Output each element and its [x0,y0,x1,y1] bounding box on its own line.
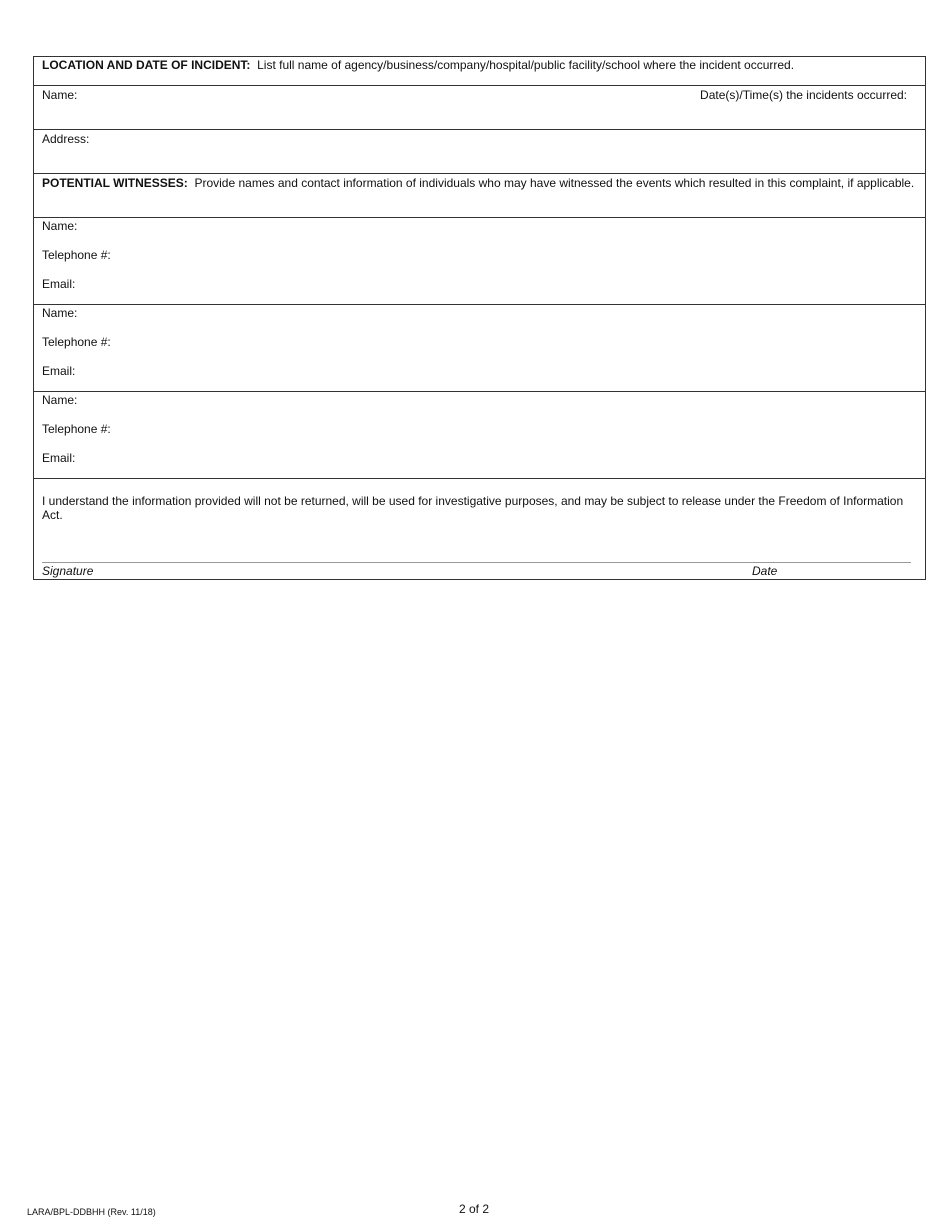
witness-email-label: Email: [42,451,76,465]
complaint-form [33,56,926,580]
signature-line[interactable] [42,562,911,563]
witnesses-instruction: Provide names and contact information of individuals who may have witnessed the events which resulted in this complaint, if applicable. [194,176,915,190]
location-heading: LOCATION AND DATE OF INCIDENT: [42,58,251,72]
form-id: LARA/BPL-DDBHH (Rev. 11/18) [27,1207,156,1217]
witness-name-field[interactable] [42,393,917,422]
witnesses-heading: POTENTIAL WITNESSES: [42,176,188,190]
witness-email-label: Email: [42,364,76,378]
witness-email-field[interactable] [42,364,917,393]
witness-telephone-label: Telephone #: [42,248,111,262]
witness-block-3 [34,392,925,479]
witness-email-label: Email: [42,277,76,291]
witness-telephone-field[interactable] [42,248,917,277]
acknowledgement-section [34,479,925,579]
witness-block-1 [34,218,925,305]
page-number: 2 of 2 [459,1202,490,1216]
witness-block-2 [34,305,925,392]
witness-name-field[interactable] [42,306,917,335]
incident-name-label: Name: [42,88,78,102]
incident-address-label: Address: [42,132,90,146]
witness-name-label: Name: [42,219,78,233]
witness-telephone-label: Telephone #: [42,422,111,436]
witness-name-label: Name: [42,306,78,320]
signature-label: Signature [42,564,94,578]
witnesses-section-header [34,174,925,218]
incident-address-field[interactable] [34,130,925,174]
witness-telephone-field[interactable] [42,335,917,364]
signature-date-label: Date [752,564,778,578]
witness-name-field[interactable] [42,219,917,248]
incident-name-field[interactable] [34,86,925,130]
witness-telephone-label: Telephone #: [42,335,111,349]
witness-name-label: Name: [42,393,78,407]
witness-email-field[interactable] [42,277,917,306]
location-instruction: List full name of agency/business/company/hospital/public facility/school where the incident occurred. [257,58,795,72]
acknowledgement-text: I understand the information provided will not be returned, will be used for investigative purposes, and may be subject to release under the Freedom of Information Act. [42,494,904,522]
location-section-header [34,57,925,86]
incident-dates-label: Date(s)/Time(s) the incidents occurred: [700,88,907,102]
witness-email-field[interactable] [42,451,917,480]
witness-telephone-field[interactable] [42,422,917,451]
